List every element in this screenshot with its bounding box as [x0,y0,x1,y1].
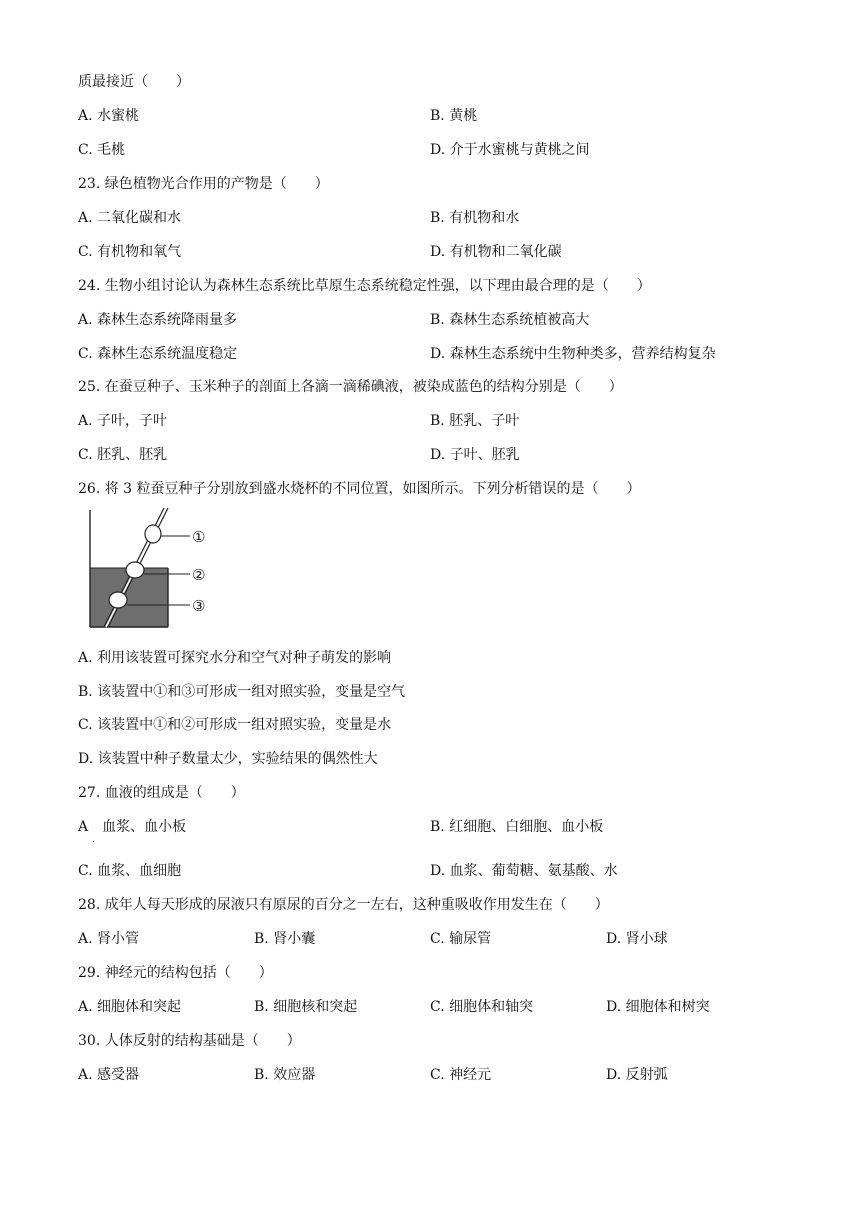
beaker-seed-figure [84,506,224,632]
q24-option-a[interactable]: A. 森林生态系统降雨量多 [78,312,238,328]
q28-option-c[interactable]: C. 输尿管 [430,931,492,947]
q24-option-d[interactable]: D. 森林生态系统中生物种类多，营养结构复杂 [430,346,716,362]
q29-option-b[interactable]: B. 细胞核和突起 [254,999,358,1015]
q27-option-a[interactable]: A 血浆、血小板 [78,819,187,835]
q27-option-b[interactable]: B. 红细胞、白细胞、血小板 [430,819,604,835]
q29-option-c[interactable]: C. 细胞体和轴突 [430,999,534,1015]
q25-option-b[interactable]: B. 胚乳、子叶 [430,413,520,429]
q23-option-b[interactable]: B. 有机物和水 [430,210,520,226]
q24-option-c[interactable]: C. 森林生态系统温度稳定 [78,346,238,362]
figure-label-2: ② [192,566,206,584]
q23-option-a[interactable]: A. 二氧化碳和水 [78,210,182,226]
q30-option-c[interactable]: C. 神经元 [430,1067,492,1083]
beaker-diagram [84,506,224,632]
figure-label-1: ① [192,528,206,546]
q27-option-a-dot: · [92,837,96,848]
q23-option-d[interactable]: D. 有机物和二氧化碳 [430,244,562,260]
question-25-stem: 25. 在蚕豆种子、玉米种子的剖面上各滴一滴稀碘液，被染成蓝色的结构分别是（ ） [78,379,623,395]
q27-option-c[interactable]: C. 血浆、血细胞 [78,863,182,879]
q29-option-a[interactable]: A. 细胞体和突起 [78,999,182,1015]
q28-option-b[interactable]: B. 肾小囊 [254,931,316,947]
question-28-stem: 28. 成年人每天形成的尿液只有原尿的百分之一左右，这种重吸收作用发生在（ ） [78,897,609,913]
q26-option-b[interactable]: B. 该装置中①和③可形成一组对照实验，变量是空气 [78,684,406,700]
q29-option-d[interactable]: D. 细胞体和树突 [606,999,710,1015]
q22-option-d[interactable]: D. 介于水蜜桃与黄桃之间 [430,142,590,158]
figure-label-3: ③ [192,597,206,615]
question-22-stem-continuation: 质最接近（ ） [78,74,190,90]
question-29-stem: 29. 神经元的结构包括（ ） [78,965,273,981]
seed-2 [126,562,144,578]
q28-option-d[interactable]: D. 肾小球 [606,931,668,947]
q27-option-d[interactable]: D. 血浆、葡萄糖、氨基酸、水 [430,863,618,879]
q30-option-d[interactable]: D. 反射弧 [606,1067,668,1083]
seed-3 [109,592,127,608]
question-30-stem: 30. 人体反射的结构基础是（ ） [78,1033,301,1049]
q22-option-c[interactable]: C. 毛桃 [78,142,126,158]
q23-option-c[interactable]: C. 有机物和氧气 [78,244,182,260]
q26-option-a[interactable]: A. 利用该装置可探究水分和空气对种子萌发的影响 [78,650,392,666]
seed-1 [145,525,161,543]
q24-option-b[interactable]: B. 森林生态系统植被高大 [430,312,590,328]
q25-option-c[interactable]: C. 胚乳、胚乳 [78,447,168,463]
question-24-stem: 24. 生物小组讨论认为森林生态系统比草原生态系统稳定性强，以下理由最合理的是（ ） [78,278,651,294]
q30-option-a[interactable]: A. 感受器 [78,1067,140,1083]
question-27-stem: 27. 血液的组成是（ ） [78,785,245,801]
q28-option-a[interactable]: A. 肾小管 [78,931,140,947]
q25-option-a[interactable]: A. 子叶，子叶 [78,413,168,429]
question-23-stem: 23. 绿色植物光合作用的产物是（ ） [78,176,329,192]
q25-option-d[interactable]: D. 子叶、胚乳 [430,447,520,463]
q22-option-b[interactable]: B. 黄桃 [430,108,478,124]
q22-option-a[interactable]: A. 水蜜桃 [78,108,140,124]
q30-option-b[interactable]: B. 效应器 [254,1067,316,1083]
question-26-stem: 26. 将 3 粒蚕豆种子分别放到盛水烧杯的不同位置，如图所示。下列分析错误的是（ ） [78,481,641,497]
q26-option-c[interactable]: C. 该装置中①和②可形成一组对照实验，变量是水 [78,717,392,733]
q26-option-d[interactable]: D. 该装置中种子数量太少，实验结果的偶然性大 [78,751,378,767]
